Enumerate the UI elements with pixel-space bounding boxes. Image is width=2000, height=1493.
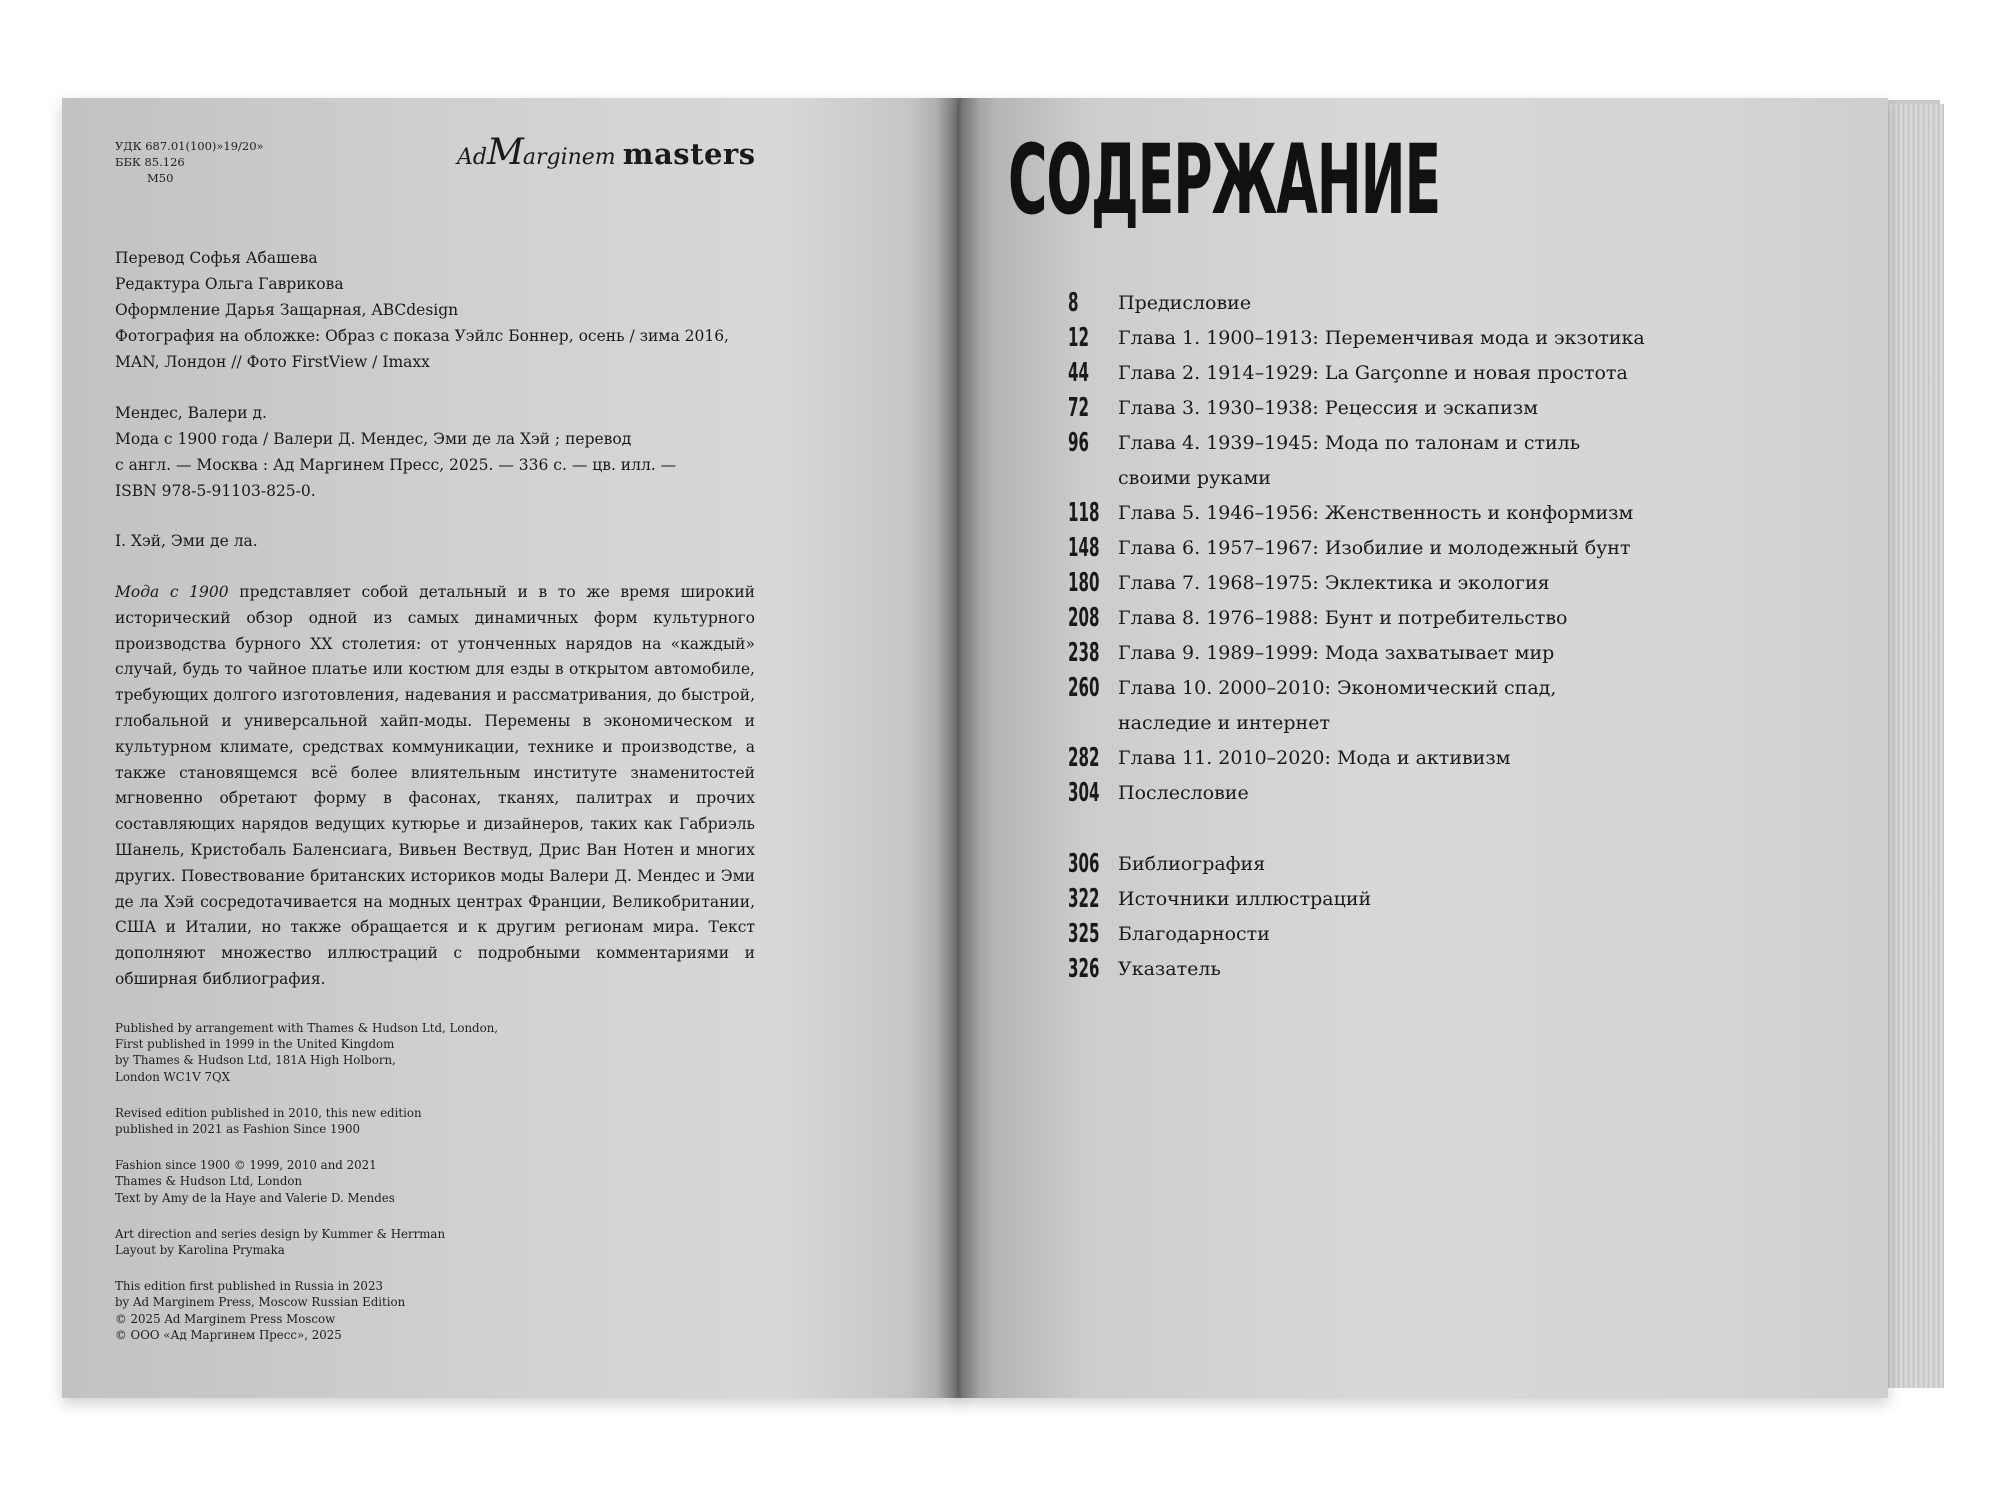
toc-entry-title: Глава 2. 1914–1929: La Garçonne и новая простота — [1118, 362, 1628, 384]
toc-entry-title: Благодарности — [1118, 923, 1270, 945]
toc-entry — [1068, 391, 1648, 426]
publisher-logo — [457, 132, 756, 173]
author-mark: М50 — [147, 171, 174, 185]
book-gutter — [936, 98, 980, 1398]
toc-page-number: 208 — [1068, 603, 1100, 633]
imprint-line: First published in 1999 in the United Kingdom — [115, 1037, 395, 1052]
imprint-line: London WC1V 7QX — [115, 1069, 231, 1084]
imprint-paragraph — [115, 1105, 535, 1137]
imprint-line: published in 2021 as Fashion Since 1900 — [115, 1122, 361, 1137]
toc-entry-title: Глава 8. 1976–1988: Бунт и потребительство — [1118, 607, 1568, 629]
toc-entry-title: Библиография — [1118, 853, 1266, 875]
toc-back-entry — [1068, 882, 1648, 917]
abstract-text: представляет собой детальный и в то же время широкий исторический обзор одной из самых динамичных форм культурного производства бурного XX столетия: от утонченных нарядов на «каждый» случай, будь то чайное платье или костюм для езды в открытом автомобиле, требующих долгого изготовления, надевания и рассматривания, до быстрой, глобальной и универсальной хайп-моды. Перемены в экономическом и культурном климате, средствах коммуникации, технике и производстве, а также становящемся всё более влиятельным институте знаменитостей мгновенно обретают форму в фасонах, тканях, палитрах и прочих составляющих нарядов ведущих кутюрье и дизайнеров, таких как Габриэль Шанель, Кристобаль Баленсиага, Вивьен Вествуд, Дрис Ван Нотен и многих других. Повествование британских историков моды Валери Д. Мендес и Эми де ла Хэй сосредотачивается на модных центрах Франции, Великобритании, США и Италии, но также обращается и к другим регионам мира. Текст дополняют множество иллюстраций с подробными комментариями и обширная библиография. — [115, 583, 755, 988]
toc-page-number: 180 — [1068, 568, 1100, 598]
toc-page-number: 44 — [1068, 358, 1089, 388]
imprint-line: by Thames & Hudson Ltd, 181A High Holborn, — [115, 1053, 396, 1068]
table-of-contents — [1068, 286, 1648, 987]
imprint-line: Art direction and series design by Kummer & Herrman — [115, 1226, 446, 1241]
toc-page-number: 96 — [1068, 428, 1089, 458]
page-block-edge — [1880, 104, 1944, 1388]
credits-block — [115, 245, 765, 375]
imprint-line: Published by arrangement with Thames & Hudson Ltd, London, — [115, 1021, 499, 1035]
toc-entry — [1068, 356, 1648, 391]
biblio-line: ISBN 978-5-91103-825-0. — [115, 482, 316, 500]
credit-editing: Редактура Ольга Гаврикова — [115, 275, 344, 293]
toc-entry-title: Глава 7. 1968–1975: Эклектика и экология — [1118, 572, 1550, 594]
toc-entry-title: Глава 1. 1900–1913: Переменчивая мода и экзотика — [1118, 327, 1645, 349]
imprint-paragraph — [115, 1226, 535, 1258]
toc-entry-title: Глава 4. 1939–1945: Мода по талонам и стиль своими руками — [1118, 432, 1581, 489]
toc-entry — [1068, 566, 1648, 601]
toc-spacer — [1068, 811, 1648, 847]
toc-back-entry — [1068, 847, 1648, 882]
imprint-line: Fashion since 1900 © 1999, 2010 and 2021 — [115, 1158, 377, 1173]
toc-entry — [1068, 321, 1648, 356]
toc-entry-title: Послесловие — [1118, 782, 1249, 804]
toc-entry-title: Предисловие — [1118, 292, 1252, 314]
abstract-paragraph — [115, 580, 755, 993]
bibliographic-record — [115, 400, 765, 504]
toc-entry — [1068, 671, 1648, 741]
imprint-line: Revised edition published in 2010, this new edition — [115, 1105, 422, 1120]
imprint-line: by Ad Marginem Press, Moscow Russian Edition — [115, 1295, 406, 1310]
logo-masters: masters — [622, 137, 756, 171]
toc-page-number: 304 — [1068, 778, 1100, 808]
imprint-paragraph — [115, 1020, 535, 1085]
toc-entry-title: Глава 11. 2010–2020: Мода и активизм — [1118, 747, 1511, 769]
toc-page-number: 238 — [1068, 638, 1100, 668]
toc-entry-title: Глава 10. 2000–2010: Экономический спад, наследие и интернет — [1118, 677, 1557, 734]
author-index: I. Хэй, Эми де ла. — [115, 532, 258, 550]
imprint-line: © ООО «Ад Маргинем Пресс», 2025 — [115, 1327, 342, 1342]
toc-entry — [1068, 741, 1648, 776]
toc-page-number: 118 — [1068, 498, 1100, 528]
biblio-line: Мода с 1900 года / Валери Д. Мендес, Эми де ла Хэй ; перевод — [115, 430, 632, 448]
bbk-code: ББК 85.126 — [115, 155, 185, 169]
toc-page-number: 260 — [1068, 673, 1100, 703]
toc-page-number: 322 — [1068, 884, 1100, 914]
toc-entry-title: Глава 6. 1957–1967: Изобилие и молодежный бунт — [1118, 537, 1631, 559]
toc-entry — [1068, 531, 1648, 566]
toc-back-entry — [1068, 917, 1648, 952]
imprint-line: Layout by Karolina Prymaka — [115, 1243, 285, 1258]
toc-entry-title: Указатель — [1118, 958, 1221, 980]
imprint-paragraph — [115, 1157, 535, 1206]
toc-entry — [1068, 286, 1648, 321]
toc-page-number: 325 — [1068, 919, 1100, 949]
toc-entry-title: Глава 9. 1989–1999: Мода захватывает мир — [1118, 642, 1555, 664]
imprint-line: This edition first published in Russia in 2023 — [115, 1279, 383, 1294]
toc-page-number: 326 — [1068, 954, 1100, 984]
toc-entry — [1068, 776, 1648, 811]
logo-ad: Ad — [457, 145, 487, 170]
credit-translation: Перевод Софья Абашева — [115, 249, 318, 267]
imprint-block — [115, 1020, 535, 1363]
toc-entry — [1068, 496, 1648, 531]
credit-design: Оформление Дарья Защарная, ABCdesign — [115, 301, 459, 319]
imprint-paragraph — [115, 1278, 535, 1343]
imprint-line: Thames & Hudson Ltd, London — [115, 1174, 303, 1189]
toc-entry — [1068, 601, 1648, 636]
toc-entry — [1068, 636, 1648, 671]
toc-page-number: 12 — [1068, 323, 1089, 353]
toc-entry-title: Глава 3. 1930–1938: Рецессия и эскапизм — [1118, 397, 1538, 419]
toc-page-number: 306 — [1068, 849, 1100, 879]
toc-entry-title: Глава 5. 1946–1956: Женственность и конформизм — [1118, 502, 1634, 524]
biblio-line: Мендес, Валери д. — [115, 404, 267, 422]
toc-back-entry — [1068, 952, 1648, 987]
logo-arginem: arginem — [522, 145, 616, 170]
credit-cover-photo: Фотография на обложке: Образ с показа Уэйлс Боннер, осень / зима 2016, MAN, Лондон // Фото FirstView / Imaxx — [115, 327, 729, 371]
toc-entry-title: Источники иллюстраций — [1118, 888, 1372, 910]
toc-page-number: 8 — [1068, 288, 1079, 318]
toc-page-number: 72 — [1068, 393, 1089, 423]
udk-block — [115, 138, 264, 186]
udk-code: УДК 687.01(100)»19/20» — [115, 139, 264, 153]
toc-page-number: 282 — [1068, 743, 1100, 773]
toc-heading: СОДЕРЖАНИЕ — [1008, 124, 1441, 236]
abstract-book-title: Мода с 1900 — [115, 583, 229, 601]
toc-page-number: 148 — [1068, 533, 1100, 563]
biblio-line: с англ. — Москва : Ад Маргинем Пресс, 2025. — 336 с. — цв. илл. — — [115, 456, 677, 474]
imprint-line: Text by Amy de la Haye and Valerie D. Mendes — [115, 1190, 395, 1205]
imprint-line: © 2025 Ad Marginem Press Moscow — [115, 1311, 336, 1326]
toc-entry — [1068, 426, 1648, 496]
logo-m: M — [486, 132, 523, 173]
